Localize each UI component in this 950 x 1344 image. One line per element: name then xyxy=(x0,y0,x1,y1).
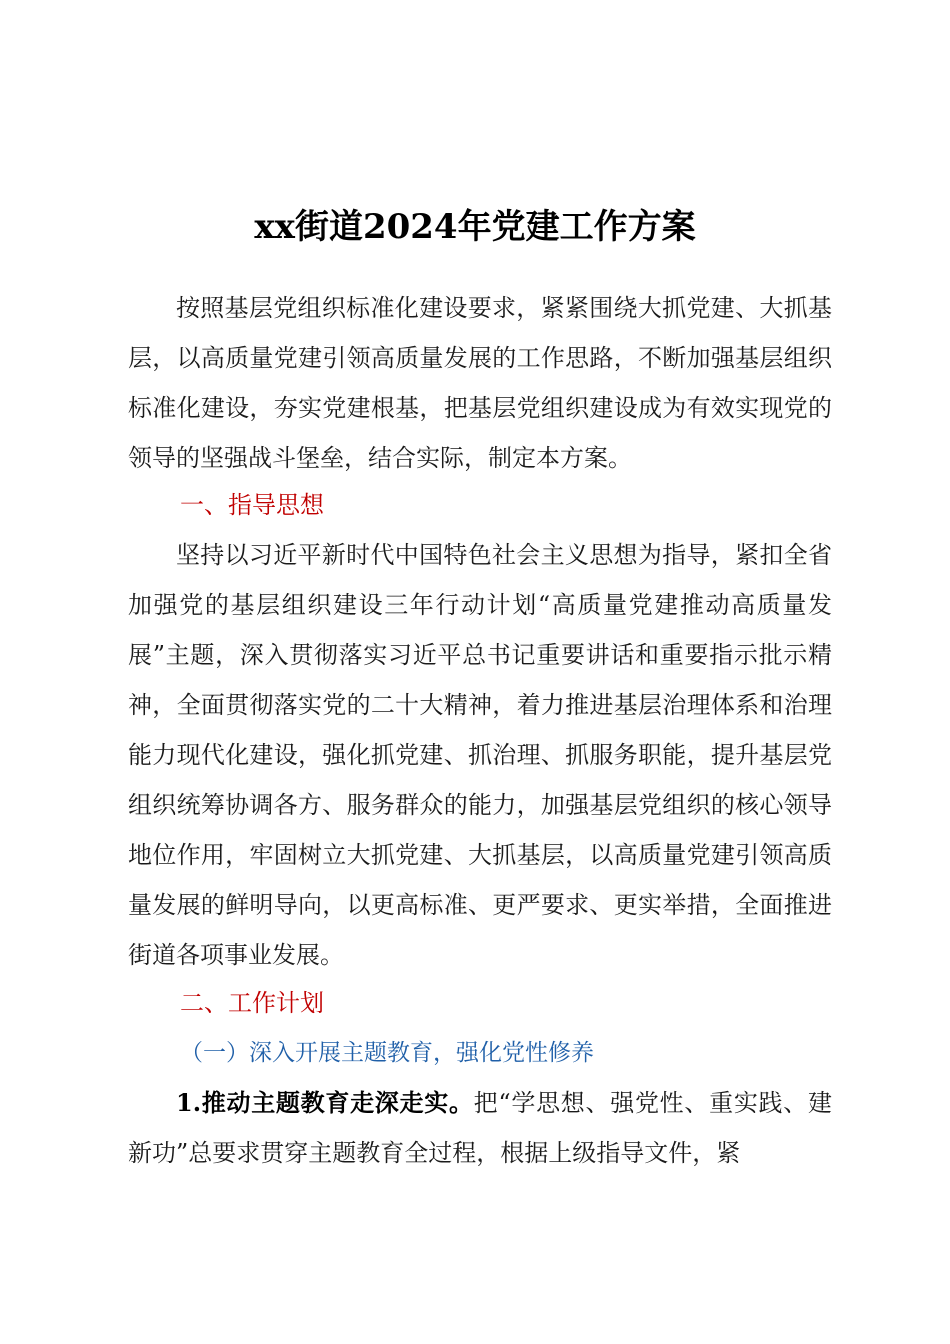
item-lead: 1.推动主题教育走深走实。 xyxy=(176,1088,474,1117)
section-heading-work-plan: 二、工作计划 xyxy=(180,989,324,1017)
item-paragraph xyxy=(128,1078,832,1178)
subsection-heading-theme-education: （一）深入开展主题教育，强化党性修养 xyxy=(180,1040,594,1066)
intro-paragraph: 按照基层党组织标准化建设要求，紧紧围绕大抓党建、大抓基层，以高质量党建引领高质量发展的工作思路，不断加强基层组织标准化建设，夯实党建根基，把基层党组织建设成为有效实现党的领导的坚强战斗堡垒，结合实际，制定本方案。 xyxy=(128,294,832,472)
guiding-ideology-paragraph: 坚持以习近平新时代中国特色社会主义思想为指导，紧扣全省加强党的基层组织建设三年行动计划“高质量党建推动高质量发展”主题，深入贯彻落实习近平总书记重要讲话和重要指示批示精神，全面贯彻落实党的二十大精神，着力推进基层治理体系和治理能力现代化建设，强化抓党建、抓治理、抓服务职能，提升基层党组织统筹协调各方、服务群众的能力，加强基层党组织的核心领导地位作用，牢固树立大抓党建、大抓基层，以高质量党建引领高质量发展的鲜明导向，以更高标准、更严要求、更实举措，全面推进街道各项事业发展。 xyxy=(128,541,832,969)
item-body: 把“学思想、强党性、重实践、建新功”总要求贯穿主题教育全过程，根据上级指导文件，紧 xyxy=(128,1089,832,1167)
section-heading-guiding-ideology: 一、指导思想 xyxy=(180,491,324,519)
document-title: xx街道2024年党建工作方案 xyxy=(254,207,696,247)
